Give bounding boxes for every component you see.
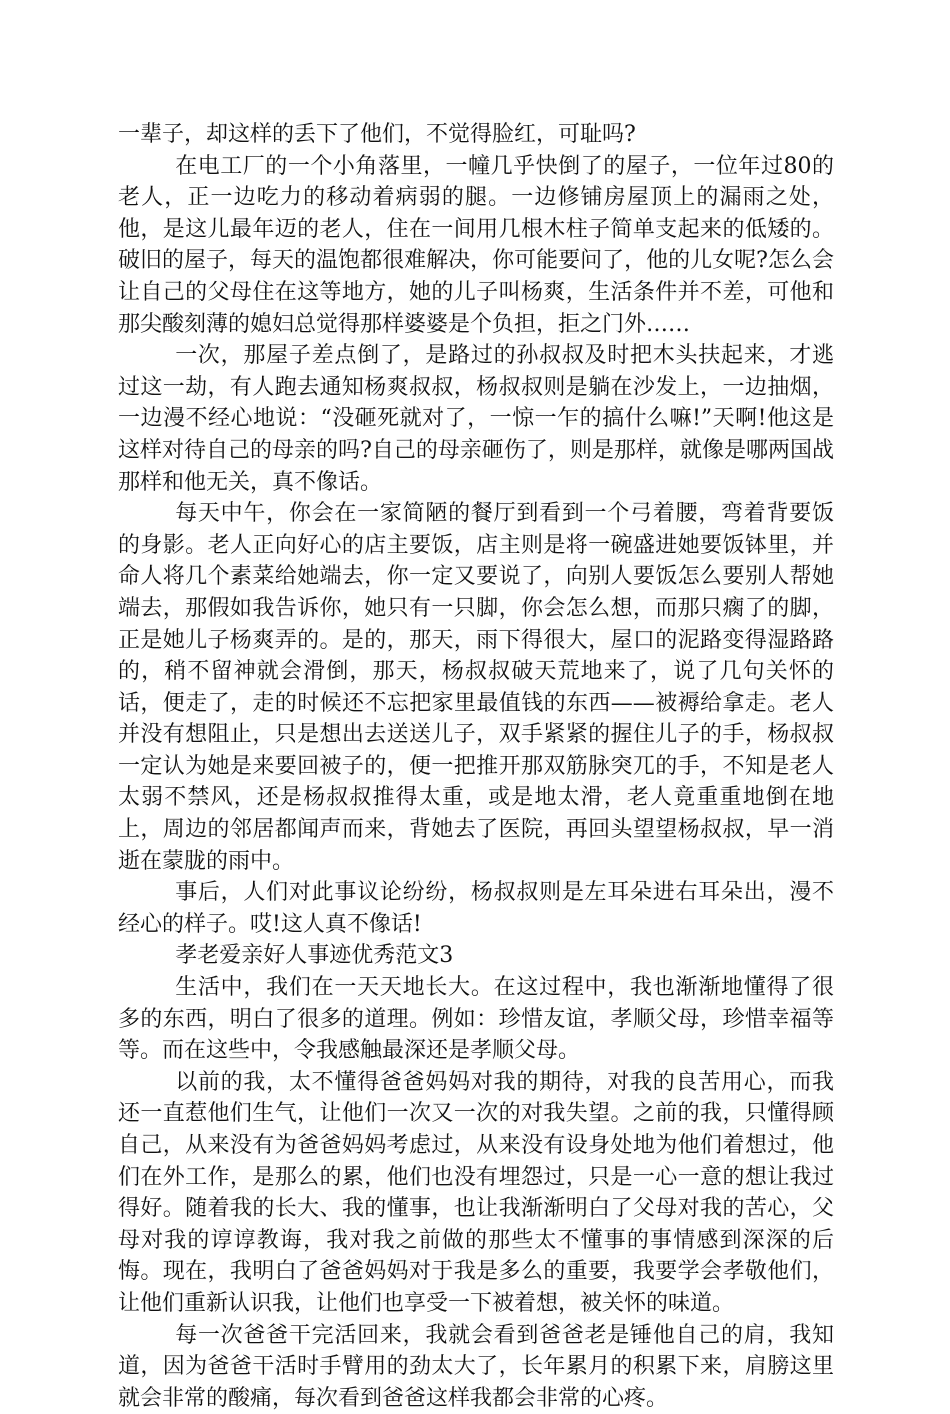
paragraph-continuation: 一辈子，却这样的丢下了他们，不觉得脸红，可耻吗? (118, 122, 636, 147)
paragraph-old-man-house: 在电工厂的一个小角落里，一幢几乎快倒了的屋子，一位年过80的老人，正一边吃力的移动着病弱的腿。一边修铺房屋顶上的漏雨之处，他，是这儿最年迈的老人，住在一间用几根木柱子简单支起来的低矮的。破旧的屋子，每天的温饱都很难解决，你可能要问了，他的儿女呢?怎么会让自己的父母住在这等地方，她的儿子叫杨爽，生活条件并不差，可他和那尖酸刻薄的媳妇总觉得那样婆婆是个负担，拒之门外…… (118, 153, 834, 337)
document-page (118, 119, 834, 1414)
paragraph-aftermath: 事后，人们对此事议论纷纷，杨叔叔则是左耳朵进右耳朵出，漫不经心的样子。哎!这人真不像话! (118, 880, 834, 937)
section-heading: 孝老爱亲好人事迹优秀范文3 (175, 943, 454, 969)
paragraph-past-self: 以前的我，太不懂得爸爸妈妈对我的期待，对我的良苦用心，而我还一直惹他们生气，让他们一次又一次的对我失望。之前的我，只懂得顾自己，从来没有为爸爸妈妈考虑过，从来没有设身处地为他们着想过，他们在外工作，是那么的累，他们也没有埋怨过，只是一心一意的想让我过得好。随着我的长大、我的懂事，也让我渐渐明白了父母对我的苦心，父母对我的谆谆教诲，我对我之前做的那些太不懂事的事情感到深深的后悔。现在，我明白了爸爸妈妈对于我是多么的重要，我要学会孝敬他们，让他们重新认识我，让他们也享受一下被着想，被关怀的味道。 (118, 1069, 834, 1316)
paragraph-house-collapse: 一次，那屋子差点倒了，是路过的孙叔叔及时把木头扶起来，才逃过这一劫，有人跑去通知杨爽叔叔，杨叔叔则是躺在沙发上，一边抽烟，一边漫不经心地说：“没砸死就对了，一惊一乍的搞什么嘛!”天啊!他这是这样对待自己的母亲的吗?自己的母亲砸伤了，则是那样，就像是哪两国战那样和他无关，真不像话。 (118, 343, 834, 495)
paragraph-begging-meal: 每天中午，你会在一家简陋的餐厅到看到一个弓着腰，弯着背要饭的身影。老人正向好心的店主要饭，店主则是将一碗盛进她要饭钵里，并命人将几个素菜给她端去，你一定又要说了，向别人要饭怎么要别人帮她端去，那假如我告诉你，她只有一只脚，你会怎么想，而那只瘸了的脚，正是她儿子杨爽弄的。是的，那天，雨下得很大，屋口的泥路变得湿路路的，稍不留神就会滑倒，那天，杨叔叔破天荒地来了，说了几句关怀的话，便走了，走的时候还不忘把家里最值钱的东西——被褥给拿走。老人并没有想阻止，只是想出去送送儿子，双手紧紧的握住儿子的手，杨叔叔一定认为她是来要回被子的，便一把推开那双筋脉突兀的手，不知是老人太弱不禁风，还是杨叔叔推得太重，或是地太滑，老人竟重重地倒在地上，周边的邻居都闻声而来，背她去了医院，再回头望望杨叔叔，早一消逝在蒙胧的雨中。 (118, 501, 834, 874)
paragraph-father-shoulder: 每一次爸爸干完活回来，我就会看到爸爸老是锤他自己的肩，我知道，因为爸爸干活时手臂用的劲太大了，长年累月的积累下来，肩膀这里就会非常的酸痛，每次看到爸爸这样我都会非常的心疼。 (118, 1322, 834, 1411)
paragraph-growing-up: 生活中，我们在一天天地长大。在这过程中，我也渐渐地懂得了很多的东西，明白了很多的道理。例如：珍惜友谊，孝顺父母，珍惜幸福等等。而在这些中，令我感触最深还是孝顺父母。 (118, 975, 834, 1064)
